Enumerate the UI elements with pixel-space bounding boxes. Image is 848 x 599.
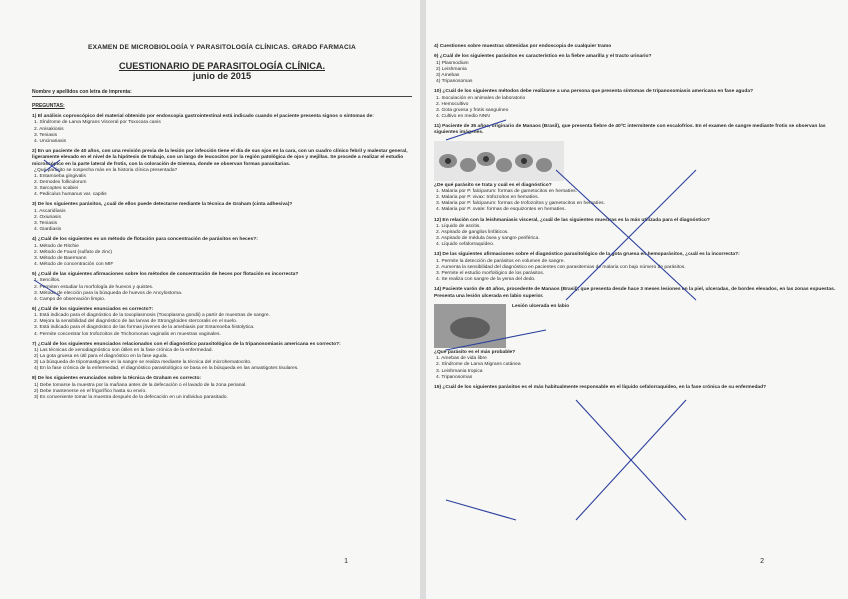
answer-option: 1. Método de Ritchie (34, 243, 79, 249)
question-text: 13) De las siguientes afirmaciones sobre el diagnóstico parasitológico de la gota gruesa en hemoparásitos, ¿cuál es la incorrecta?: (434, 252, 740, 258)
answer-option: 2. Aspirado de ganglios linfáticos. (436, 230, 509, 236)
answer-option: 4. Pediculus humanus var. capitis (34, 192, 107, 198)
question-item (32, 149, 412, 199)
pen-stroke-mark (576, 400, 686, 520)
question-item (434, 252, 836, 283)
question-text: 1) El análisis coproscópico del material obtenido por endoscopia gastrointestinal está indicado cuando el paciente presenta signos o síntomas de: (32, 114, 374, 119)
question-item (32, 272, 412, 303)
lesion-image (434, 304, 506, 348)
question-text: 4) ¿Cuál de los siguientes es un método de flotación para concentración de parásitos en heces?: (32, 237, 258, 243)
exam-title: EXAMEN DE MICROBIOLOGÍA Y PARASITOLOGÍA CLÍNICAS. GRADO FARMACIA (88, 44, 356, 51)
answer-option: 3. Método de Baermann (34, 255, 87, 261)
question-text: 11) Paciente de 35 años, originario de Manaos (Brasil), que presenta fiebre de 40ºC intermitente con escalofríos. En el examen de sangre mediante frotis se observan las siguientes imágenes. (434, 123, 826, 136)
question-text: 9) ¿Cuál de los siguientes parásitos es característico en la fiebre amarilla y el tracto urinario? (434, 54, 652, 60)
pen-stroke-mark (446, 500, 516, 520)
question-text: 4) Cuestiones sobre muestras obtenidas por endoscopia de cualquier tramo (434, 44, 612, 49)
answer-option: 3. Teniasis (34, 221, 58, 227)
answer-option: 2. Anisakiosis (34, 126, 64, 132)
answer-option: 3. Método de elección para la búsqueda de huevos de Ancylostoma. (34, 290, 183, 296)
question-text: 12) En relación con la leishmaniasis visceral, ¿cuál de las siguientes muestras es la más utilizada para el diagnóstico? (434, 217, 710, 223)
answer-option: 1. Entamoeba gingivalis (34, 174, 86, 180)
answer-option: 1) Plasmodium (436, 60, 469, 66)
answer-option: 3) Amebas (436, 73, 460, 78)
answer-option: 2. Aumenta la sensibilidad del diagnóstico en pacientes con parasitemias de malaria con bajo número de parásitos. (436, 264, 686, 270)
question-item (434, 385, 836, 391)
question-text: 3) De los siguientes parásitos, ¿cuál de ellos puede detectarse mediante la técnica de Graham (cinta adhesiva)? (32, 202, 293, 208)
question-text: 2) En un paciente de 40 años, con una revisión previa de la lesión por infección tiene el día de sus ojos en la cara, con un cuadro clínico febril y malestar general, ligeramente elevado en el nivel de la hipótesis de trabajo, con un largo de leucocitos por la región patológica de ojos y mejillas. Se procede a realizar el estudio microscópico en la parte lateral de frotis, con la coloración de Giemsa, donde se observan formas parasitarias. (32, 148, 408, 167)
answer-option: 3. Sarcoptes scabiei (34, 186, 79, 192)
answer-option: 2. Mejora la sensibilidad del diagnóstico de las larvas de Strongyloides stercoralis en el suelo. (34, 319, 238, 325)
answer-option: 1. Permite la detección de parásitos en volumen de sangre. (436, 258, 565, 264)
answer-option: 2. Permiten estudiar la morfología de huevos y quistes. (34, 284, 154, 290)
answer-option: 3. Está indicado para el diagnóstico de las formas jóvenes de la amebiasis por Entamoeba histolytica. (34, 325, 255, 331)
question-text: 7) ¿Cuál de los siguientes enunciados relacionados con el diagnóstico parasitológico de la tripanosomiasis americana es correcto?: (32, 341, 341, 347)
answer-option: 4. Tripanosomas (436, 374, 473, 380)
question-item (32, 114, 412, 145)
quiz-title: CUESTIONARIO DE PARASITOLOGÍA CLÍNICA. (118, 61, 326, 71)
question-text: 8) De los siguientes enunciados sobre la técnica de Graham es correcto: (32, 376, 202, 382)
answer-option: 3. Teniasis (34, 132, 58, 138)
answer-option: 4. Giardiasis (34, 227, 62, 233)
answer-option: 1. Inoculación en animales de laboratorio (436, 95, 526, 101)
page-number: 1 (344, 558, 348, 565)
answer-option: 4) Tripanosomas (436, 79, 473, 85)
answer-option: 3. Leishmania tropica (436, 368, 483, 374)
answer-option: 2. Método de Faust (sulfato de zinc) (34, 249, 113, 255)
answer-option: 4. Campo de observación limpio. (34, 296, 106, 302)
answer-option: 3. Malaria por P. falciparum: formas de trofozoítos y gametocitos en hematíes. (436, 201, 605, 207)
question-item (434, 287, 836, 300)
page-number: 2 (760, 558, 764, 565)
question-item (32, 376, 412, 401)
question-text: 10) ¿Cuál de los siguientes métodos debe realizarse a una persona que presenta síntomas de tripanosomiasis americana en fase aguda? (434, 89, 754, 95)
question-list (32, 114, 412, 401)
answer-option: 2) La gota gruesa es útil para el diagnóstico en la fase aguda. (34, 354, 168, 360)
question-item (32, 342, 412, 373)
answer-option: 2. Oxiuriasis (34, 214, 61, 220)
question-item (434, 183, 836, 214)
question-item (434, 218, 836, 249)
answer-option: 3. Gota gruesa y frotis sanguíneo (436, 107, 509, 113)
answer-option: 2. Síndrome de Larva Migrans cutánea (436, 362, 521, 368)
exam-page-1 (0, 0, 420, 599)
exam-page-2 (426, 0, 848, 599)
question-text: 5) ¿Cuál de las siguientes afirmaciones sobre los métodos de concentración de heces por flotación es incorrecta? (32, 272, 299, 278)
answer-option: 1. Síndrome de Larva Migrans Visceral por Toxocara canis (34, 120, 161, 126)
answer-option: 4. Permite concentrar los trofozoítos de Trichomonas vaginalis en muestras vaginales. (34, 331, 221, 337)
answer-option: ¿Qué parásito se sospecha más en la historia clínica presentada? (34, 168, 178, 173)
answer-option: 3. Permite el estudio morfológico de los parásitos. (436, 270, 545, 276)
answer-option: 1) Debe tomarse la muestra por la mañana antes de la defecación o el lavado de la zona perianal. (34, 382, 247, 388)
answer-option: 1. Ascaridíasis (34, 208, 66, 214)
question-item (32, 202, 412, 233)
answer-option: 3) Es conveniente tomar la muestra después de la defecación en un individuo parasitado. (34, 394, 228, 400)
question-item (32, 307, 412, 338)
pen-stroke-mark (576, 400, 686, 520)
answer-option: 1) Las técnicas de xenodiagnóstico son útiles en la fase crónica de la enfermedad. (34, 348, 213, 353)
question-text: ¿Qué parásito es el más probable? (434, 349, 516, 355)
answer-option: 2. Hemocultivo (436, 101, 469, 107)
answer-option: 1. Malaria por P. falciparum: formas de gametocitos en hematíes. (436, 189, 577, 195)
questions-label: PREGUNTAS: (32, 103, 65, 109)
question-list (434, 44, 836, 391)
blood-smear-image (434, 141, 564, 181)
question-text: 14) Paciente varón de 40 años, procedente de Manaos (Brasil), que presenta desde hace 3 meses lesiones en la piel, ulceradas, de bordes elevados, en las zonas expuestas. Presenta una lesión ulcerada en labio superior. (434, 287, 836, 299)
answer-option: 4. Cultivo en medio NNN (436, 113, 490, 119)
question-item (434, 54, 836, 85)
answer-option: 2. Malaria por P. vivax: trofozoítos en hematíes. (436, 195, 539, 201)
answer-option: 4. Líquido cefalorraquídeo. (436, 242, 495, 248)
answer-option: 1. Amebas de vida libre (436, 356, 487, 362)
answer-option: 4) En la fase crónica de la enfermedad, el diagnóstico parasitológico se basa en la búsqueda en las amastigotes tisulares. (34, 366, 299, 372)
answer-option: 1. Líquido de ascitis. (436, 223, 481, 229)
question-text: ¿De qué parásito se trata y cuál es el diagnóstico? (434, 182, 552, 188)
answer-option: 4. Malaria por P. ovale: formas de esquizontes en hematíes. (436, 207, 566, 213)
blood-smear-figure (434, 141, 836, 181)
answer-option: 1. Sencillos. (34, 278, 61, 284)
answer-option: 4. Uncinariasis (34, 138, 67, 144)
name-field-label: Nombre y apellidos con letra de imprenta: (32, 89, 412, 97)
answer-option: 2) Leishmania (436, 66, 467, 72)
answer-option: 1. Está indicado para el diagnóstico de la toxoplasmosis (Toxoplasma gondii) a partir de muestras de sangre. (34, 313, 270, 319)
answer-option: 4. Método de concentración con MIF (34, 261, 114, 267)
answer-option: 3) La búsqueda de tripomastigotes en la sangre se realiza mediante la técnica del microhematocrito. (34, 360, 252, 366)
answer-option: 2) Debe mantenerse en el frigorífico hasta su envío. (34, 388, 147, 394)
question-item (434, 350, 836, 381)
question-item (434, 44, 836, 50)
answer-option: 3. Aspirado de médula ósea y sangre periférica. (436, 236, 540, 242)
answer-option: 4. Se realiza con sangre de la yema del dedo. (436, 277, 536, 283)
question-text: 15) ¿Cuál de los siguientes parásitos es el más habitualmente responsable en el líquido cefalorraquídeo, en la fase crónica de su enfermedad? (434, 384, 767, 390)
answer-option: 2. Demodex folliculorum (34, 180, 87, 186)
question-item (434, 124, 836, 137)
question-item (32, 237, 412, 268)
quiz-date: junio de 2015 (192, 71, 252, 81)
question-item (434, 89, 836, 120)
lesion-figure (434, 304, 836, 348)
question-text: 6) ¿Cuál de los siguientes enunciados es correcto?: (32, 306, 154, 312)
figure-caption: Lesión ulcerada en labio (512, 303, 570, 309)
